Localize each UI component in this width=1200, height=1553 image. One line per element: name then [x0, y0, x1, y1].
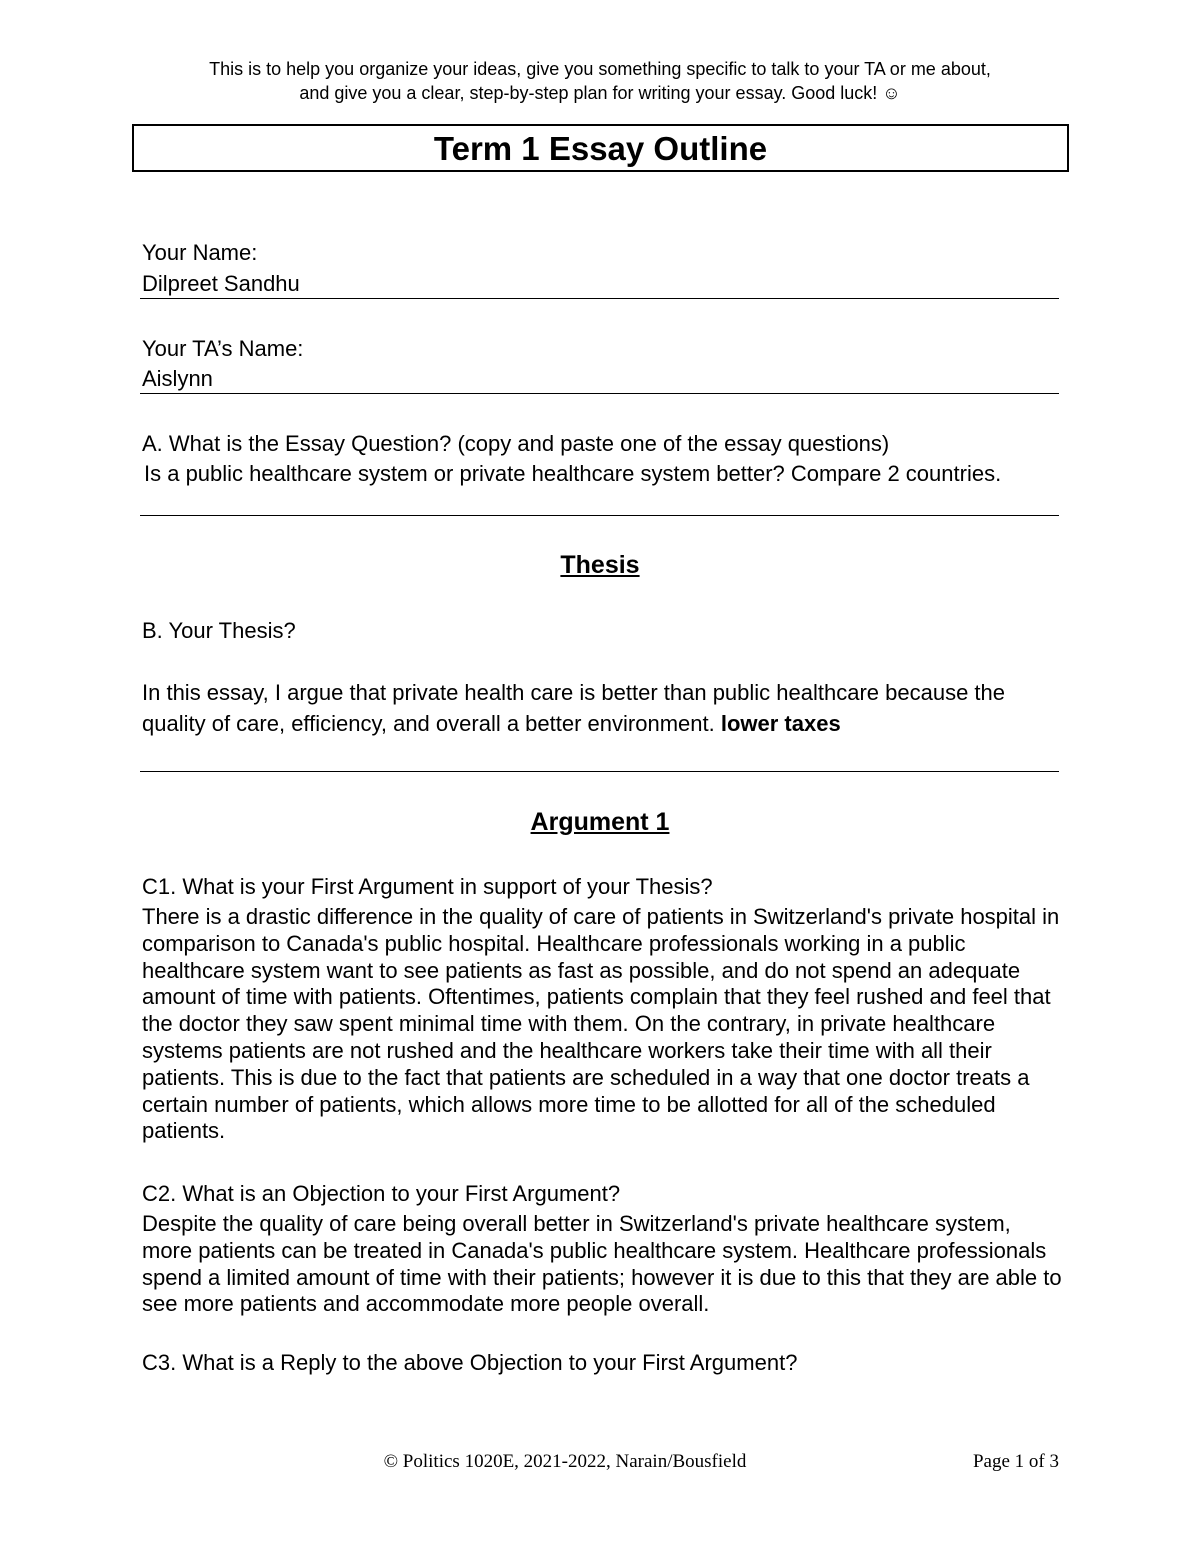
intro-line-2: and give you a clear, step-by-step plan for writing your essay. Good luck! ☺	[299, 83, 901, 103]
thesis-underline	[140, 771, 1059, 772]
c1-prompt: C1. What is your First Argument in support of your Thesis?	[142, 874, 713, 899]
thesis-text[interactable]	[142, 677, 1042, 739]
argument-1-heading: Argument 1	[530, 808, 670, 836]
ta-label: Your TA’s Name:	[142, 336, 304, 361]
name-label: Your Name:	[142, 240, 258, 265]
thesis-heading: Thesis	[560, 551, 640, 579]
question-underline	[140, 515, 1059, 516]
name-underline	[140, 298, 1059, 299]
thesis-prompt: B. Your Thesis?	[142, 618, 296, 643]
c2-answer[interactable]: Despite the quality of care being overall better in Switzerland's private healthcare system, more patients can be treated in Canada's public healthcare system. Healthcare professionals spend a limited amount of time with their patients; however it is due to this that they are able to see more patients and accommodate more people overall.	[142, 1211, 1062, 1317]
page-title: Term 1 Essay Outline	[132, 124, 1069, 172]
thesis-bold-note: lower taxes	[720, 711, 841, 736]
name-field[interactable]: Dilpreet Sandhu	[142, 271, 300, 296]
c3-prompt: C3. What is a Reply to the above Objection to your First Argument?	[142, 1350, 798, 1375]
intro-text	[0, 57, 1200, 105]
ta-field[interactable]: Aislynn	[142, 366, 213, 391]
intro-line-1: This is to help you organize your ideas, give you something specific to talk to your TA or me about,	[209, 59, 991, 79]
question-label: A. What is the Essay Question? (copy and paste one of the essay questions)	[142, 431, 890, 456]
ta-underline	[140, 393, 1059, 394]
c2-prompt: C2. What is an Objection to your First Argument?	[142, 1181, 621, 1206]
footer-copyright: © Politics 1020E, 2021-2022, Narain/Bousfield	[383, 1451, 747, 1472]
c1-answer[interactable]: There is a drastic difference in the quality of care of patients in Switzerland's private hospital in comparison to Canada's public hospital. Healthcare professionals working in a public healthcare system want to see patients as fast as possible, and do not spend an adequate amount of time with patients. Oftentimes, patients complain that they feel rushed and feel that the doctor they saw spent minimal time with them. On the contrary, in private healthcare systems patients are not rushed and the healthcare workers take their time with all their patients. This is due to the fact that patients are scheduled in a way that one doctor treats a certain number of patients, which allows more time to be allotted for all of the scheduled patients.	[142, 904, 1060, 1144]
thesis-body: In this essay, I argue that private health care is better than public healthcare because the quality of care, efficiency, and overall a better environment.	[142, 680, 1006, 736]
footer-page-number: Page 1 of 3	[972, 1451, 1059, 1472]
question-field[interactable]: Is a public healthcare system or private healthcare system better? Compare 2 countries.	[144, 461, 1002, 486]
